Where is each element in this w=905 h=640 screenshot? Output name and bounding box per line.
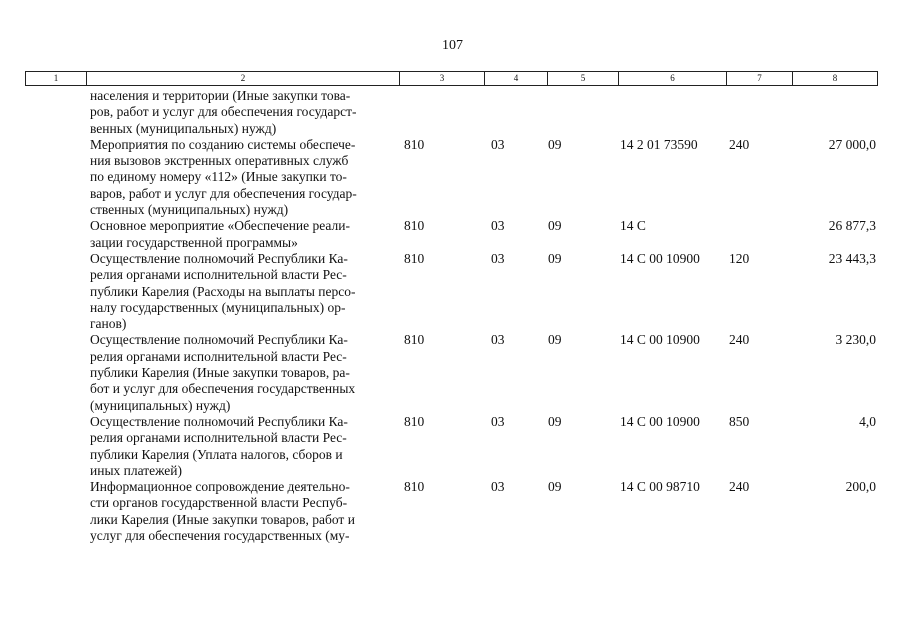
row-subsection: 09 bbox=[548, 332, 562, 348]
row-expense-type: 240 bbox=[729, 332, 750, 348]
row-description bbox=[90, 251, 390, 332]
row-section: 03 bbox=[491, 136, 505, 152]
header-col-7: 7 bbox=[726, 72, 792, 85]
row-subsection: 09 bbox=[548, 250, 562, 266]
row-section: 03 bbox=[491, 250, 505, 266]
description-line: публики Карелия (Иные закупки товаров, ра- bbox=[90, 365, 350, 381]
page-number: 107 bbox=[442, 38, 463, 53]
description-line: иных платежей) bbox=[90, 462, 183, 478]
row-amount: 200,0 bbox=[845, 479, 876, 495]
row-description bbox=[90, 218, 390, 251]
header-col-5: 5 bbox=[547, 72, 618, 85]
row-description bbox=[90, 137, 390, 218]
description-line: Основное мероприятие «Обеспечение реали- bbox=[90, 218, 350, 234]
table-row bbox=[0, 332, 905, 413]
table-row bbox=[0, 479, 905, 544]
row-target-item: 14 С 00 98710 bbox=[620, 479, 700, 495]
header-col-8: 8 bbox=[792, 72, 877, 85]
row-expense-type: 850 bbox=[729, 413, 750, 429]
row-subsection: 09 bbox=[548, 413, 562, 429]
description-line: лики Карелия (Иные закупки товаров, работ и bbox=[90, 511, 355, 527]
description-line: услуг для обеспечения государственных (му- bbox=[90, 528, 350, 544]
row-subsection: 09 bbox=[548, 479, 562, 495]
row-target-item: 14 2 01 73590 bbox=[620, 136, 698, 152]
description-line: по единому номеру «112» (Иные закупки то- bbox=[90, 169, 347, 185]
row-description bbox=[90, 332, 390, 413]
row-code-admin: 810 bbox=[404, 413, 425, 429]
description-line: венных (муниципальных) нужд) bbox=[90, 120, 277, 136]
description-line: Осуществление полномочий Республики Ка- bbox=[90, 250, 348, 266]
row-section: 03 bbox=[491, 479, 505, 495]
description-line: бот и услуг для обеспечения государственных bbox=[90, 381, 356, 397]
row-amount: 4,0 bbox=[859, 413, 876, 429]
description-line: публики Карелия (Уплата налогов, сборов и bbox=[90, 446, 343, 462]
table-row bbox=[0, 251, 905, 332]
row-subsection: 09 bbox=[548, 218, 562, 234]
row-target-item: 14 С bbox=[620, 218, 646, 234]
row-code-admin: 810 bbox=[404, 250, 425, 266]
table-header-row bbox=[25, 71, 878, 86]
row-target-item: 14 С 00 10900 bbox=[620, 332, 700, 348]
header-col-2: 2 bbox=[86, 72, 399, 85]
description-line: (муниципальных) нужд) bbox=[90, 397, 231, 413]
header-col-4: 4 bbox=[484, 72, 547, 85]
row-code-admin: 810 bbox=[404, 218, 425, 234]
header-col-1: 1 bbox=[53, 73, 59, 83]
row-code-admin: 810 bbox=[404, 479, 425, 495]
row-amount: 23 443,3 bbox=[828, 250, 876, 266]
description-line: публики Карелия (Расходы на выплаты персо- bbox=[90, 283, 356, 299]
description-line: ганов) bbox=[90, 316, 127, 332]
row-amount: 27 000,0 bbox=[828, 136, 876, 152]
description-line: ния вызовов экстренных оперативных служб bbox=[90, 153, 349, 169]
row-target-item: 14 С 00 10900 bbox=[620, 250, 700, 266]
description-line: зации государственной программы» bbox=[90, 234, 298, 250]
table-body bbox=[0, 88, 905, 544]
row-subsection: 09 bbox=[548, 136, 562, 152]
row-code-admin: 810 bbox=[404, 136, 425, 152]
header-col-3: 3 bbox=[399, 72, 484, 85]
description-line: Мероприятия по созданию системы обеспече- bbox=[90, 136, 356, 152]
description-line: Осуществление полномочий Республики Ка- bbox=[90, 332, 348, 348]
description-line: Информационное сопровождение деятельно- bbox=[90, 479, 350, 495]
row-description bbox=[90, 88, 390, 137]
row-description bbox=[90, 414, 390, 479]
row-expense-type: 240 bbox=[729, 136, 750, 152]
row-section: 03 bbox=[491, 218, 505, 234]
description-line: релия органами исполнительной власти Рес- bbox=[90, 267, 347, 283]
row-description bbox=[90, 479, 390, 544]
table-row bbox=[0, 414, 905, 479]
table-row bbox=[0, 218, 905, 251]
description-line: налу государственных (муниципальных) ор- bbox=[90, 299, 346, 315]
description-line: релия органами исполнительной власти Рес- bbox=[90, 430, 347, 446]
row-expense-type: 240 bbox=[729, 479, 750, 495]
row-expense-type: 120 bbox=[729, 250, 750, 266]
row-amount: 3 230,0 bbox=[835, 332, 876, 348]
table-row bbox=[0, 88, 905, 137]
row-amount: 26 877,3 bbox=[828, 218, 876, 234]
description-line: Осуществление полномочий Республики Ка- bbox=[90, 413, 348, 429]
description-line: ров, работ и услуг для обеспечения государст- bbox=[90, 104, 357, 120]
description-line: релия органами исполнительной власти Рес- bbox=[90, 348, 347, 364]
row-section: 03 bbox=[491, 413, 505, 429]
header-col-6: 6 bbox=[618, 72, 726, 85]
description-line: варов, работ и услуг для обеспечения государ- bbox=[90, 185, 357, 201]
row-code-admin: 810 bbox=[404, 332, 425, 348]
row-section: 03 bbox=[491, 332, 505, 348]
row-target-item: 14 С 00 10900 bbox=[620, 413, 700, 429]
description-line: сти органов государственной власти Респуб- bbox=[90, 495, 348, 511]
description-line: ственных (муниципальных) нужд) bbox=[90, 202, 289, 218]
table-row bbox=[0, 137, 905, 218]
description-line: населения и территории (Иные закупки това- bbox=[90, 88, 351, 103]
